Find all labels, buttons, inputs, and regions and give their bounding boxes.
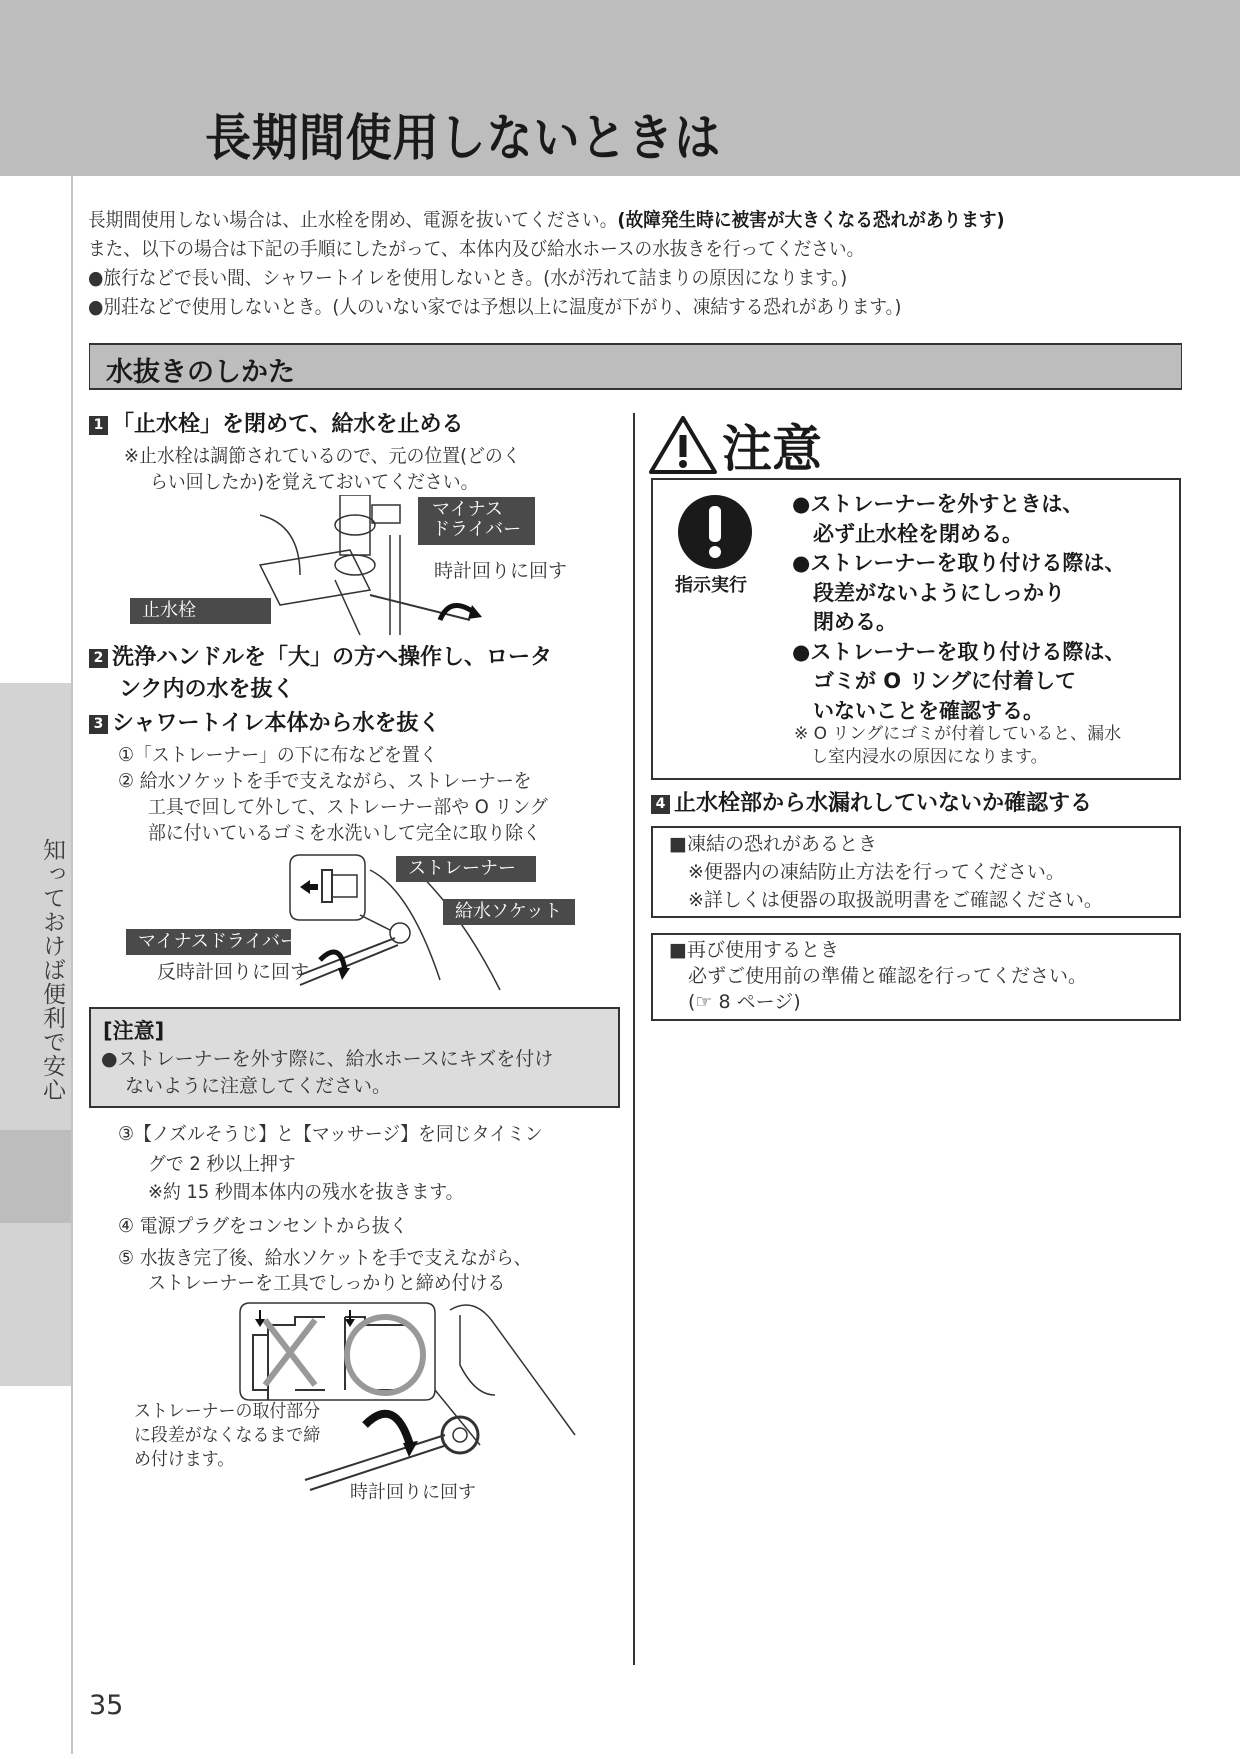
freeze-info-box [651, 826, 1181, 918]
substep-2-line1: ② 給水ソケットを手で支えながら、ストレーナーを [118, 770, 532, 792]
strainer-label: ストレーナー [396, 856, 536, 882]
intro-warning: (故障発生時に被害が大きくなる恐れがあります) [617, 209, 1005, 231]
caution-title: 注意 [722, 420, 822, 478]
step-3-title: シャワートイレ本体から水を抜く [112, 711, 441, 736]
freeze-line2: ※詳しくは便器の取扱説明書をご確認ください。 [669, 889, 1103, 911]
step-3-heading [89, 708, 440, 739]
step-2-title-line1: 洗浄ハンドルを「大」の方へ操作し、ロータ [112, 645, 553, 670]
page-number: 35 [89, 1690, 124, 1721]
driver-label: マイナス ドライバー [418, 497, 535, 545]
reuse-info-box [651, 933, 1181, 1021]
step-1-title: 「止水栓」を閉めて、給水を止める [112, 412, 464, 437]
substep-3-line1: ③【ノズルそうじ】と【マッサージ】を同じタイミン [118, 1123, 543, 1145]
substep-3-line2: グで 2 秒以上押す [148, 1153, 296, 1175]
step-4-title: 止水栓部から水漏れしていないか確認する [674, 791, 1093, 816]
section-header [89, 343, 1182, 390]
step-1-note-line1: ※止水栓は調節されているので、元の位置(どのく [124, 445, 521, 467]
note-box [89, 1007, 620, 1108]
page-title: 長期間使用しないときは [205, 109, 722, 167]
side-chapter-label: 知っておけば便利で安心 [39, 838, 65, 1102]
driver-label-2: マイナスドライバー [126, 929, 291, 955]
column-divider [633, 413, 635, 1665]
reuse-page-reference[interactable]: (☞ 8 ページ) [669, 991, 801, 1013]
substep-2-line2: 工具で回して外して、ストレーナー部や O リング [148, 796, 548, 818]
substep-2-line3: 部に付いているゴミを水洗いして完全に取り除く [148, 822, 541, 844]
intro-bullet-villa: ●別荘などで使用しないとき。(人のいない家では予想以上に温度が下がり、凍結する恐れがあります。) [88, 296, 902, 318]
valve-label: 止水栓 [130, 598, 271, 624]
rotate-clockwise-label-2: 時計回りに回す [350, 1482, 476, 1503]
substep-3-note: ※約 15 秒間本体内の残水を抜きます。 [148, 1181, 464, 1203]
substep-4: ④ 電源プラグをコンセントから抜く [118, 1215, 408, 1237]
substep-5-line2: ストレーナーを工具でしっかりと締め付ける [148, 1272, 506, 1294]
rotate-clockwise-label: 時計回りに回す [434, 560, 568, 582]
freeze-heading: ■凍結の恐れがあるとき [669, 833, 877, 855]
step-2-title-line2: ンク内の水を抜く [119, 677, 295, 702]
section-title: 水抜きのしかた [106, 357, 295, 388]
rotate-counterclockwise-label: 反時計回りに回す [157, 961, 310, 983]
step-number-badge: 3 [89, 715, 108, 734]
caution-note: ※ O リングにゴミが付着していると、漏水 し室内浸水の原因になります。 [794, 724, 1122, 767]
step-2-heading [89, 642, 552, 673]
step-number-badge: 1 [89, 416, 108, 435]
mandatory-action-label: 指示実行 [675, 575, 747, 596]
left-margin-rule [71, 176, 73, 1754]
step-1-heading [89, 409, 464, 440]
caution-box [651, 478, 1181, 780]
reuse-heading: ■再び使用するとき [669, 939, 839, 961]
note-box-title: [注意] [103, 1019, 165, 1043]
reuse-line1: 必ずご使用前の準備と確認を行ってください。 [669, 965, 1088, 987]
step-number-badge: 2 [89, 649, 108, 668]
side-chapter-tab-marker [0, 1130, 71, 1223]
step-4-heading [651, 788, 1092, 819]
freeze-line1: ※便器内の凍結防止方法を行ってください。 [669, 861, 1065, 883]
tighten-caption: ストレーナーの取付部分 に段差がなくなるまで締 め付けます。 [134, 1401, 321, 1470]
caution-list: ●ストレーナーを外すときは、 必ず止水栓を閉める。 ●ストレーナーを取り付ける際は、 段差がないようにしっかり 閉める。 ●ストレーナーを取り付ける際は、 ゴミが O リングに付着して いないことを確認する。 [792, 492, 1126, 723]
mandatory-action-icon [675, 492, 755, 572]
intro-line2: また、以下の場合は下記の手順にしたがって、本体内及び給水ホースの水抜きを行ってください。 [88, 238, 865, 260]
substep-5-line1: ⑤ 水抜き完了後、給水ソケットを手で支えながら、 [118, 1247, 532, 1269]
socket-label: 給水ソケット [443, 899, 575, 925]
intro-paragraph [88, 206, 1111, 322]
intro-line1: 長期間使用しない場合は、止水栓を閉め、電源を抜いてください。 [88, 209, 618, 231]
warning-triangle-icon [648, 415, 718, 475]
note-box-text: ●ストレーナーを外す際に、給水ホースにキズを付け ないように注意してください。 [101, 1048, 554, 1097]
intro-bullet-travel: ●旅行などで長い間、シャワートイレを使用しないとき。(水が汚れて詰まりの原因になります。) [88, 267, 848, 289]
step-1-note-line2: らい回したか)を覚えておいてください。 [150, 471, 479, 493]
step-number-badge: 4 [651, 795, 670, 814]
substep-1: ①「ストレーナー」の下に布などを置く [118, 744, 438, 766]
